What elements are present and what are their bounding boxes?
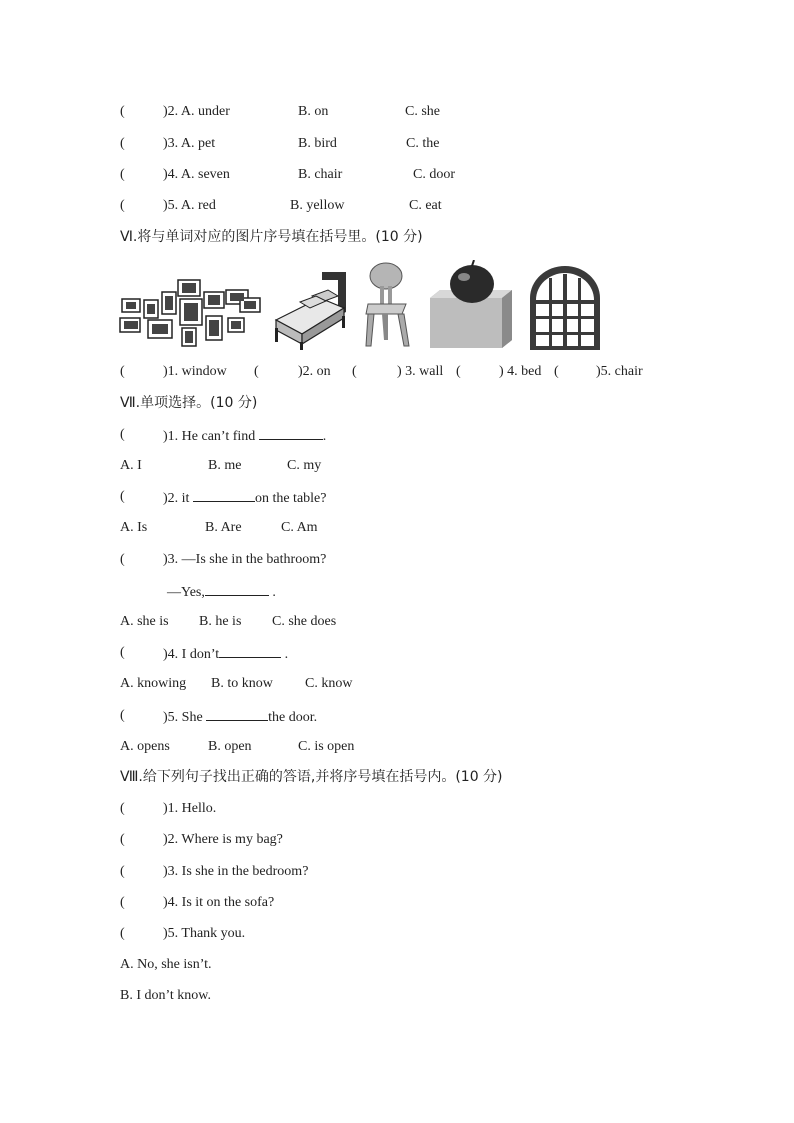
question-item: )3. Is she in the bedroom? (163, 864, 309, 879)
question-item: )5. Thank you. (163, 926, 246, 941)
option-a: A. I (120, 458, 142, 473)
option-c: C. the (406, 136, 440, 151)
option-b: B. to know (211, 676, 273, 691)
question-item (163, 488, 326, 508)
option-c: C. eat (409, 198, 442, 213)
answer-blank[interactable] (205, 582, 269, 596)
photo-wall-image (118, 272, 263, 350)
bed-image (272, 268, 350, 350)
option-c: C. door (413, 167, 455, 182)
match-item: )5. chair (596, 364, 643, 379)
option-b: B. bird (298, 136, 337, 151)
question-item: )2. A. under (163, 104, 230, 119)
answer-option: A. No, she isn’t. (120, 957, 212, 972)
answer-paren: ( (352, 364, 357, 379)
answer-paren: ( (120, 167, 125, 182)
question-text: )4. I don’t (163, 647, 220, 662)
question-item: )2. Where is my bag? (163, 832, 283, 847)
question-item: )4. Is it on the sofa? (163, 895, 275, 910)
match-item: )1. window (163, 364, 227, 379)
option-b: B. chair (298, 167, 343, 182)
period: . (322, 429, 327, 444)
option-b: B. me (208, 458, 242, 473)
apple-on-box-image (426, 260, 516, 350)
option-c: C. is open (298, 739, 355, 754)
answer-paren: ( (456, 364, 461, 379)
question-text-end: the door. (268, 710, 318, 725)
option-a: A. knowing (120, 676, 187, 691)
answer-paren: ( (120, 864, 125, 879)
section-6-title: Ⅵ.将与单词对应的图片序号填在括号里。(10 分) (120, 229, 423, 245)
match-item: ) 4. bed (499, 364, 542, 379)
question-item: )1. Hello. (163, 801, 217, 816)
answer-paren: ( (120, 926, 125, 941)
question-item: )3. —Is she in the bathroom? (163, 552, 327, 567)
question-text: )2. it (163, 491, 190, 506)
question-item: )5. A. red (163, 198, 216, 213)
option-c: C. she (405, 104, 440, 119)
option-c: C. know (305, 676, 353, 691)
section-8-title: Ⅷ.给下列句子找出正确的答语,并将序号填在括号内。(10 分) (120, 769, 503, 785)
answer-paren: ( (554, 364, 559, 379)
question-item: )4. A. seven (163, 167, 230, 182)
option-a: A. opens (120, 739, 170, 754)
answer-option: B. I don’t know. (120, 988, 211, 1003)
answer-blank[interactable] (219, 644, 281, 658)
answer-paren: ( (120, 198, 125, 213)
option-c: C. my (287, 458, 322, 473)
answer-paren: ( (120, 895, 125, 910)
question-text: )5. She (163, 710, 203, 725)
question-item: )3. A. pet (163, 136, 216, 151)
option-a: A. she is (120, 614, 169, 629)
question-item (163, 644, 288, 664)
match-item: ) 3. wall (397, 364, 444, 379)
answer-paren: ( (120, 489, 125, 504)
option-b: B. on (298, 104, 329, 119)
answer-text: —Yes, (167, 585, 205, 600)
option-c: C. Am (281, 520, 318, 535)
answer-blank[interactable] (193, 488, 255, 502)
option-b: B. yellow (290, 198, 345, 213)
answer-paren: ( (120, 104, 125, 119)
answer-blank[interactable] (259, 426, 323, 440)
period: . (268, 585, 276, 600)
answer-paren: ( (254, 364, 259, 379)
section-7-title: Ⅶ.单项选择。(10 分) (120, 395, 258, 411)
answer-blank[interactable] (206, 707, 268, 721)
answer-paren: ( (120, 645, 125, 660)
answer-paren: ( (120, 427, 125, 442)
dialog-answer (167, 582, 276, 602)
option-a: A. Is (120, 520, 148, 535)
answer-paren: ( (120, 832, 125, 847)
window-image (528, 264, 602, 350)
answer-paren: ( (120, 364, 125, 379)
answer-paren: ( (120, 136, 125, 151)
answer-paren: ( (120, 552, 125, 567)
option-b: B. open (208, 739, 252, 754)
period: . (281, 647, 289, 662)
option-c: C. she does (272, 614, 337, 629)
option-b: B. he is (199, 614, 242, 629)
question-text: )1. He can’t find (163, 429, 256, 444)
match-item: )2. on (298, 364, 331, 379)
question-item (163, 426, 326, 446)
chair-image (362, 262, 412, 350)
answer-paren: ( (120, 801, 125, 816)
question-item (163, 707, 317, 727)
answer-paren: ( (120, 708, 125, 723)
option-b: B. Are (205, 520, 242, 535)
question-text-end: on the table? (254, 491, 327, 506)
